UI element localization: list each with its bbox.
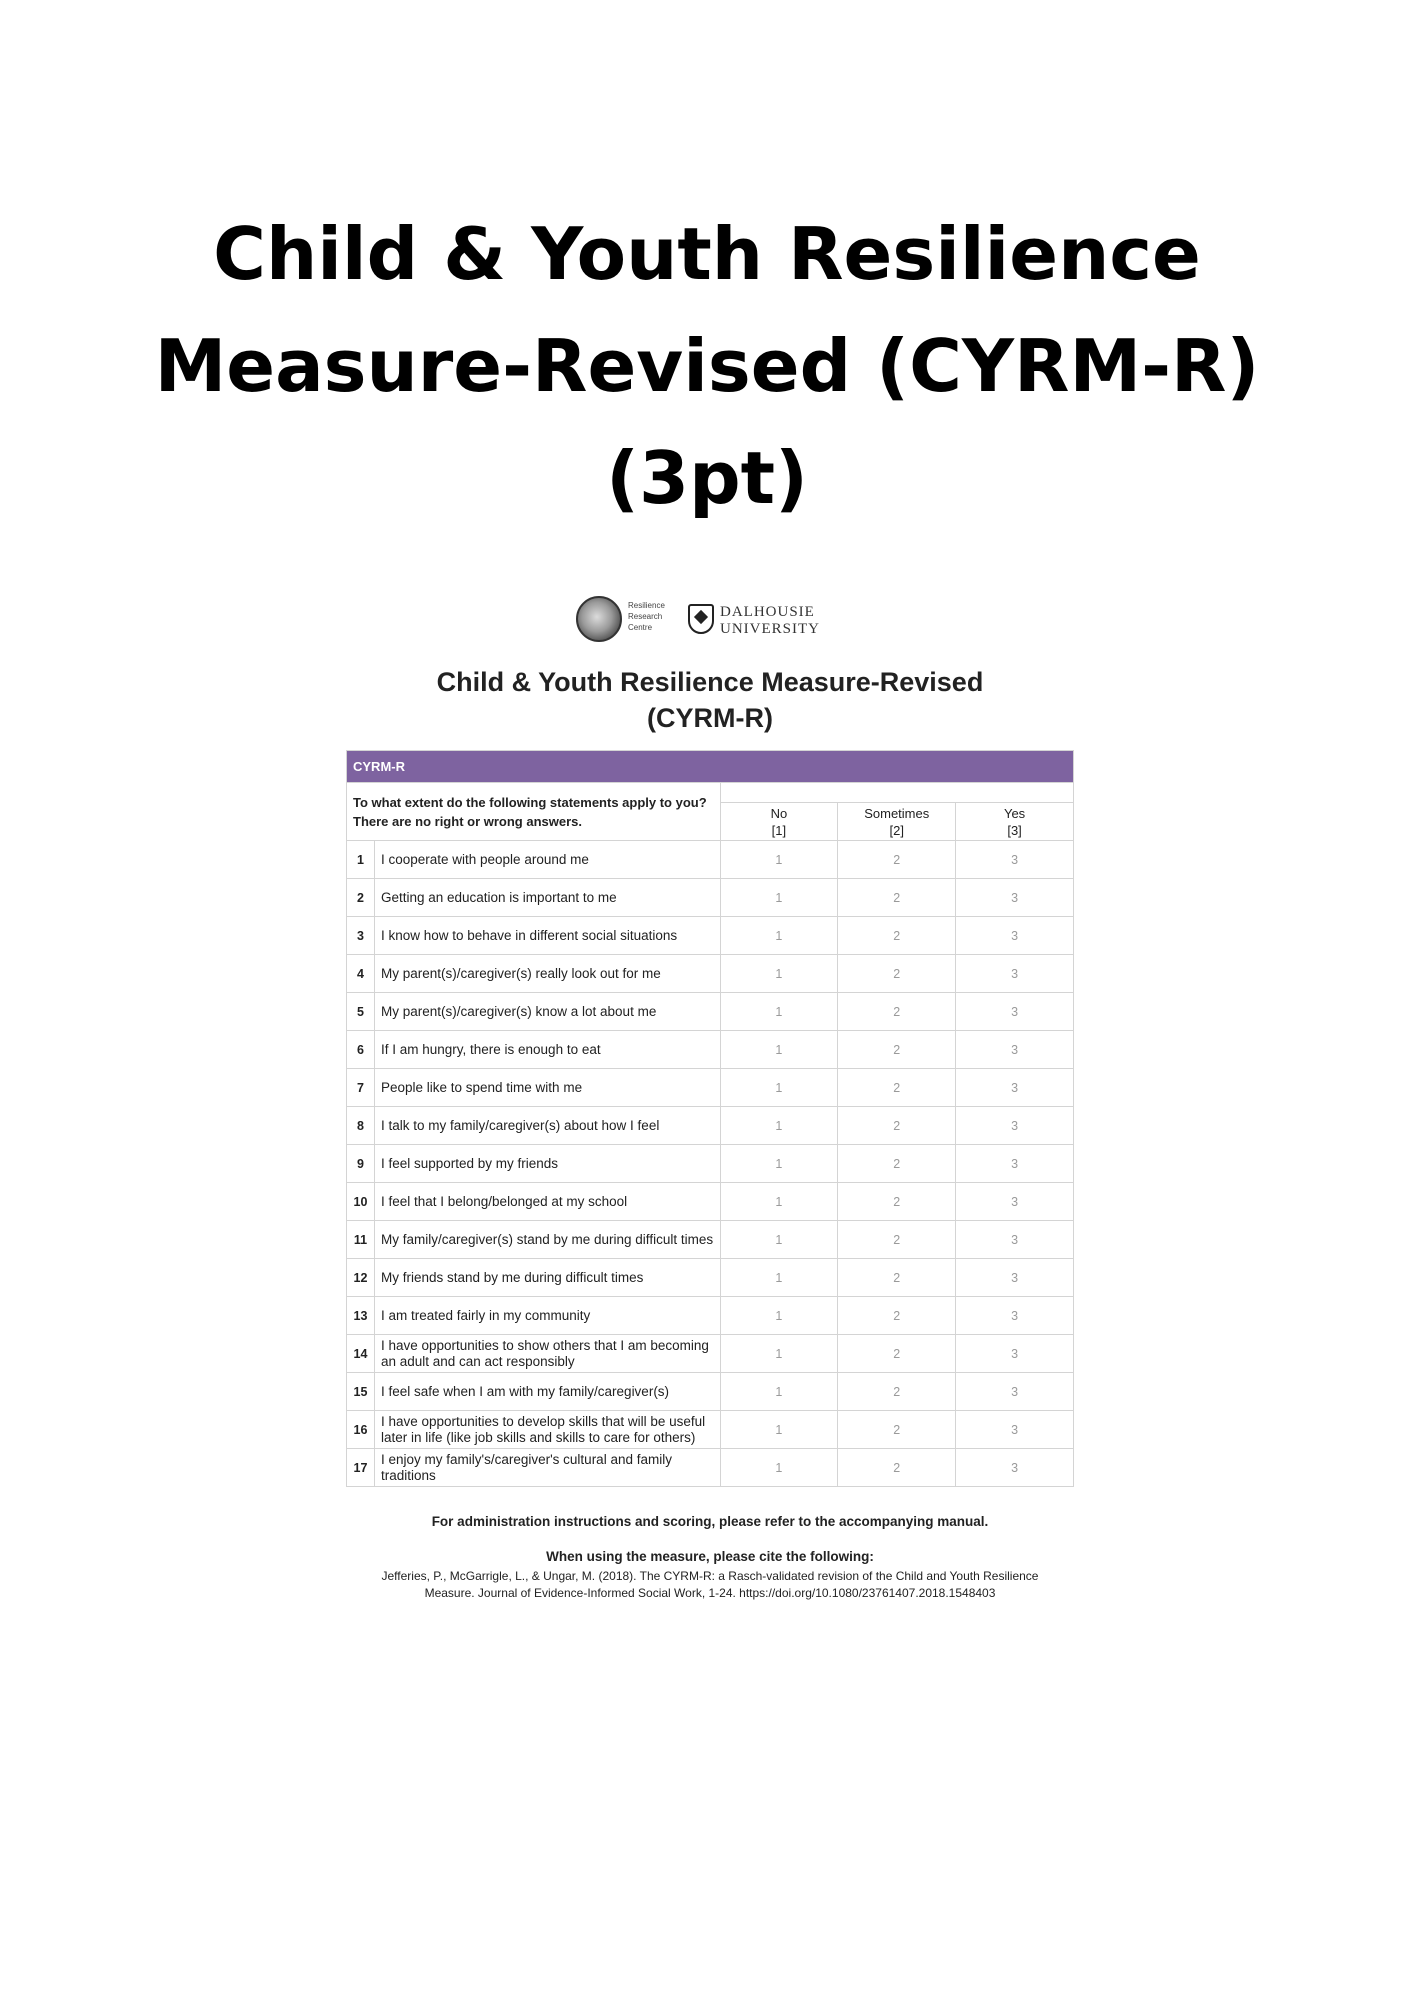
table-row xyxy=(347,1259,1074,1297)
answer-option-no[interactable]: 1 xyxy=(720,955,838,993)
table-row xyxy=(347,993,1074,1031)
table-row xyxy=(347,955,1074,993)
answer-option-sometimes[interactable]: 2 xyxy=(838,1145,956,1183)
table-row xyxy=(347,1335,1074,1373)
page-title xyxy=(0,198,1414,534)
item-rows xyxy=(347,841,1074,1487)
citation-heading: When using the measure, please cite the following: xyxy=(546,1549,874,1564)
answer-option-yes[interactable]: 3 xyxy=(956,993,1074,1031)
answer-option-yes[interactable]: 3 xyxy=(956,1411,1074,1449)
item-number: 11 xyxy=(347,1221,375,1259)
table-row xyxy=(347,1297,1074,1335)
answer-option-sometimes[interactable]: 2 xyxy=(838,993,956,1031)
answer-option-no[interactable]: 1 xyxy=(720,1449,838,1487)
table-row xyxy=(347,1411,1074,1449)
table-row xyxy=(347,1031,1074,1069)
answer-option-sometimes[interactable]: 2 xyxy=(838,1183,956,1221)
band-label: CYRM-R xyxy=(347,751,1074,783)
admin-note: For administration instructions and scoring, please refer to the accompanying manual. xyxy=(431,1514,989,1529)
dalhousie-logo-text: DALHOUSIE UNIVERSITY xyxy=(720,604,820,637)
item-statement: People like to spend time with me xyxy=(374,1069,720,1107)
answer-option-no[interactable]: 1 xyxy=(720,917,838,955)
answer-option-sometimes[interactable]: 2 xyxy=(838,1297,956,1335)
item-number: 6 xyxy=(347,1031,375,1069)
answer-option-yes[interactable]: 3 xyxy=(956,917,1074,955)
table-row xyxy=(347,917,1074,955)
page-title-line-3: (3pt) xyxy=(606,436,808,520)
table-row xyxy=(347,1069,1074,1107)
rrc-logo-text: Resilience Research Centre xyxy=(628,601,665,632)
item-number: 3 xyxy=(347,917,375,955)
answer-option-no[interactable]: 1 xyxy=(720,841,838,879)
item-number: 13 xyxy=(347,1297,375,1335)
page-title-line-2: Measure-Revised (CYRM-R) xyxy=(154,324,1260,408)
answer-option-yes[interactable]: 3 xyxy=(956,1145,1074,1183)
answer-option-no[interactable]: 1 xyxy=(720,1145,838,1183)
answer-option-sometimes[interactable]: 2 xyxy=(838,1221,956,1259)
item-number: 10 xyxy=(347,1183,375,1221)
item-statement: If I am hungry, there is enough to eat xyxy=(374,1031,720,1069)
table-row xyxy=(347,841,1074,879)
item-statement: I know how to behave in different social situations xyxy=(374,917,720,955)
answer-option-no[interactable]: 1 xyxy=(720,1031,838,1069)
column-header-sometimes: Sometimes [2] xyxy=(838,803,956,841)
answer-option-sometimes[interactable]: 2 xyxy=(838,841,956,879)
answer-option-yes[interactable]: 3 xyxy=(956,1297,1074,1335)
table-row xyxy=(347,879,1074,917)
answer-option-sometimes[interactable]: 2 xyxy=(838,879,956,917)
answer-option-sometimes[interactable]: 2 xyxy=(838,1373,956,1411)
item-statement: I have opportunities to show others that I am becoming an adult and can act responsibly xyxy=(374,1335,720,1373)
item-statement: My family/caregiver(s) stand by me during difficult times xyxy=(374,1221,720,1259)
answer-option-yes[interactable]: 3 xyxy=(956,879,1074,917)
answer-option-sometimes[interactable]: 2 xyxy=(838,1259,956,1297)
answer-option-sometimes[interactable]: 2 xyxy=(838,1411,956,1449)
item-statement: I am treated fairly in my community xyxy=(374,1297,720,1335)
item-number: 16 xyxy=(347,1411,375,1449)
table-row xyxy=(347,1221,1074,1259)
item-statement: My friends stand by me during difficult times xyxy=(374,1259,720,1297)
answer-option-no[interactable]: 1 xyxy=(720,993,838,1031)
instruction-text: To what extent do the following statements apply to you? There are no right or wrong answers. xyxy=(347,783,721,841)
table-row xyxy=(347,1373,1074,1411)
item-statement: Getting an education is important to me xyxy=(374,879,720,917)
instruction-row xyxy=(347,783,1074,803)
item-statement: I enjoy my family's/caregiver's cultural and family traditions xyxy=(374,1449,720,1487)
column-header-yes: Yes [3] xyxy=(956,803,1074,841)
document-title xyxy=(346,664,1074,736)
item-statement: My parent(s)/caregiver(s) know a lot about me xyxy=(374,993,720,1031)
item-statement: I feel safe when I am with my family/caregiver(s) xyxy=(374,1373,720,1411)
answer-option-sometimes[interactable]: 2 xyxy=(838,955,956,993)
table-row xyxy=(347,1183,1074,1221)
item-statement: I feel that I belong/belonged at my school xyxy=(374,1183,720,1221)
answer-option-sometimes[interactable]: 2 xyxy=(838,1335,956,1373)
page-title-line-1: Child & Youth Resilience xyxy=(213,212,1201,296)
table-band xyxy=(347,751,1074,783)
answer-option-no[interactable]: 1 xyxy=(720,1221,838,1259)
table-row xyxy=(347,1107,1074,1145)
logo-bar xyxy=(576,594,876,644)
answer-option-yes[interactable]: 3 xyxy=(956,955,1074,993)
answer-option-yes[interactable]: 3 xyxy=(956,1031,1074,1069)
answer-option-sometimes[interactable]: 2 xyxy=(838,917,956,955)
item-number: 9 xyxy=(347,1145,375,1183)
answer-option-no[interactable]: 1 xyxy=(720,1335,838,1373)
item-number: 5 xyxy=(347,993,375,1031)
answer-option-yes[interactable]: 3 xyxy=(956,1221,1074,1259)
item-statement: I have opportunities to develop skills that will be useful later in life (like job skills and skills to care for others) xyxy=(374,1411,720,1449)
answer-option-yes[interactable]: 3 xyxy=(956,1183,1074,1221)
item-number: 2 xyxy=(347,879,375,917)
item-number: 14 xyxy=(347,1335,375,1373)
document-title-line-2: (CYRM-R) xyxy=(647,703,773,733)
answer-option-no[interactable]: 1 xyxy=(720,1183,838,1221)
item-number: 7 xyxy=(347,1069,375,1107)
column-header-no: No [1] xyxy=(720,803,838,841)
answer-option-yes[interactable]: 3 xyxy=(956,1069,1074,1107)
answer-option-sometimes[interactable]: 2 xyxy=(838,1449,956,1487)
item-number: 12 xyxy=(347,1259,375,1297)
answer-option-no[interactable]: 1 xyxy=(720,1411,838,1449)
item-number: 15 xyxy=(347,1373,375,1411)
answer-option-sometimes[interactable]: 2 xyxy=(838,1069,956,1107)
answer-option-yes[interactable]: 3 xyxy=(956,1449,1074,1487)
table-row xyxy=(347,1145,1074,1183)
answer-option-yes[interactable]: 3 xyxy=(956,1373,1074,1411)
answer-option-no[interactable]: 1 xyxy=(720,1373,838,1411)
table-row xyxy=(347,1449,1074,1487)
item-statement: My parent(s)/caregiver(s) really look out for me xyxy=(374,955,720,993)
item-number: 1 xyxy=(347,841,375,879)
rrc-seal-icon xyxy=(576,596,622,642)
cyrm-table xyxy=(346,750,1074,1487)
item-number: 4 xyxy=(347,955,375,993)
answer-option-no[interactable]: 1 xyxy=(720,879,838,917)
item-statement: I feel supported by my friends xyxy=(374,1145,720,1183)
answer-option-sometimes[interactable]: 2 xyxy=(838,1031,956,1069)
answer-option-yes[interactable]: 3 xyxy=(956,841,1074,879)
item-number: 8 xyxy=(347,1107,375,1145)
dalhousie-crest-icon xyxy=(688,604,714,634)
item-statement: I cooperate with people around me xyxy=(374,841,720,879)
item-number: 17 xyxy=(347,1449,375,1487)
citation-text: Jefferies, P., McGarrigle, L., & Ungar, M. (2018). The CYRM-R: a Rasch-validated revision of the Child and Youth Resilience Measure. Journal of Evidence-Informed Social Work, 1-24. https://doi.org/10.1080/23761407.2018.1548403 xyxy=(381,1569,1039,1600)
item-statement: I talk to my family/caregiver(s) about how I feel xyxy=(374,1107,720,1145)
answer-option-no[interactable]: 1 xyxy=(720,1107,838,1145)
answer-option-no[interactable]: 1 xyxy=(720,1297,838,1335)
answer-option-no[interactable]: 1 xyxy=(720,1259,838,1297)
document-title-line-1: Child & Youth Resilience Measure-Revised xyxy=(436,667,984,697)
answer-option-sometimes[interactable]: 2 xyxy=(838,1107,956,1145)
answer-option-yes[interactable]: 3 xyxy=(956,1335,1074,1373)
answer-option-yes[interactable]: 3 xyxy=(956,1107,1074,1145)
answer-option-no[interactable]: 1 xyxy=(720,1069,838,1107)
answer-option-yes[interactable]: 3 xyxy=(956,1259,1074,1297)
